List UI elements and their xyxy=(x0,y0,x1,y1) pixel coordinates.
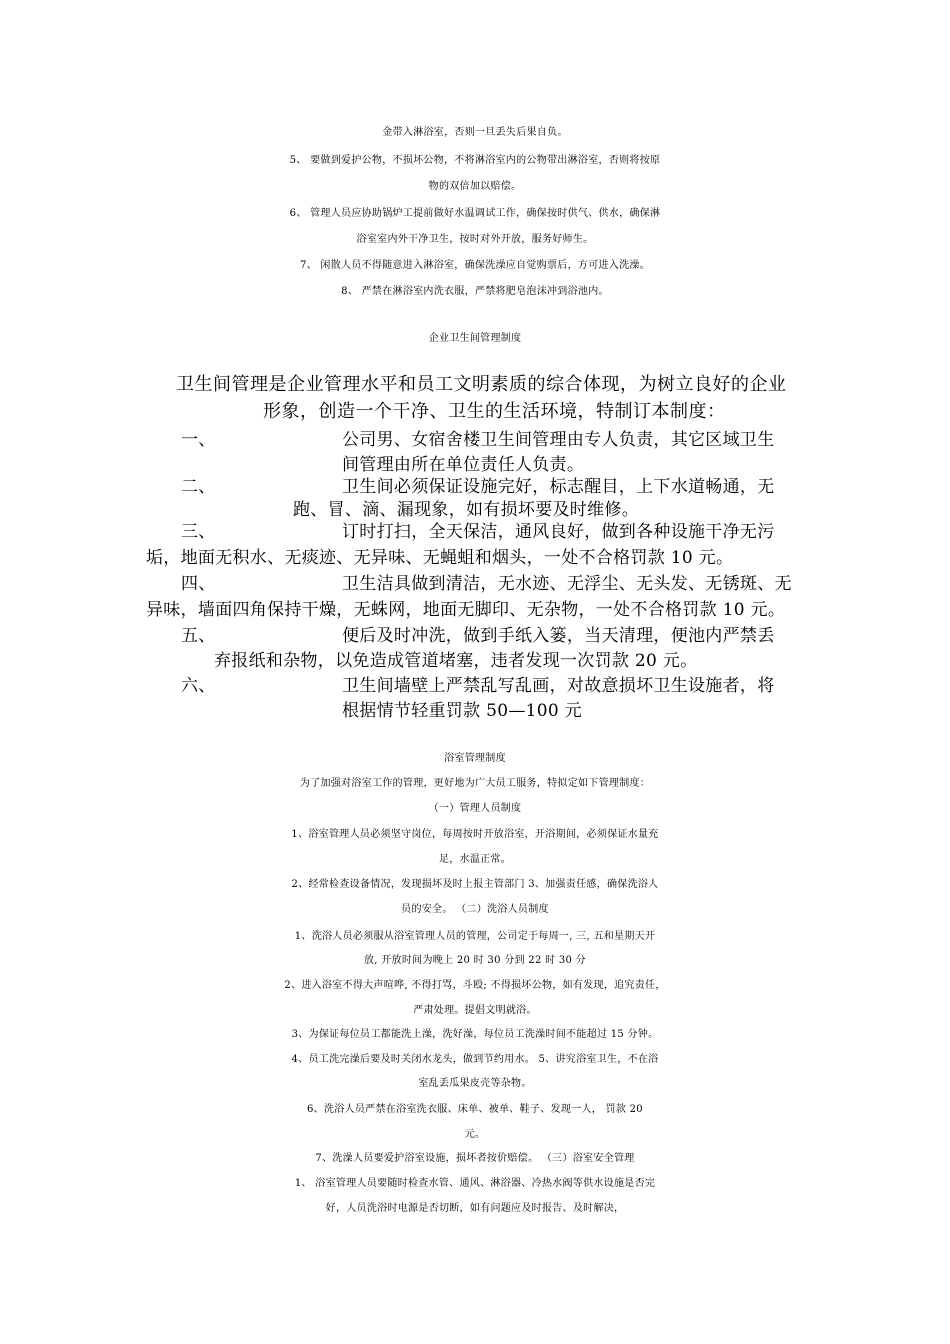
bath-line: 元。 xyxy=(464,1129,486,1140)
shower-rule-line: 6、 管理人员应协助锅炉工提前做好水温调试工作，确保按时供气、供水，确保淋 xyxy=(289,208,661,219)
item-number: 二、 xyxy=(181,477,216,497)
bath-line: 为了加强对浴室工作的管理，更好地为广大员工服务，特拟定如下管理制度： xyxy=(299,778,651,789)
bath-section-title: 浴室管理制度 xyxy=(444,753,506,764)
toilet-section-title: 企业卫生间管理制度 xyxy=(428,333,522,344)
item-text: 间管理由所在单位责任人负责。 xyxy=(342,455,585,475)
item-text: 卫生间必须保证设施完好，标志醒目，上下水道畅通，无 xyxy=(342,477,775,497)
item-text: 弃报纸和杂物，以免造成管道堵塞，违者发现一次罚款 20 元。 xyxy=(214,651,698,671)
bath-line: 1、浴室管理人员必须坚守岗位，每周按时开放浴室，开浴期间，必须保证水量充 xyxy=(291,829,659,840)
bath-line: 7、洗澡人员要爱护浴室设施，损坏者按价赔偿。 （三）浴室安全管理 xyxy=(315,1153,635,1164)
shower-rule-line: 物的双倍加以赔偿。 xyxy=(428,181,522,192)
item-text: 订时打扫，全天保洁，通风良好，做到各种设施干净无污 xyxy=(342,522,775,542)
bath-line: 2、进入浴室不得大声喧哗, 不得打骂，斗殴; 不得损坏公物，如有发现，追究责任， xyxy=(284,980,666,991)
bath-line: 足，水温正常。 xyxy=(438,854,512,865)
item-number: 五、 xyxy=(181,626,216,646)
item-text: 垢，地面无积水、无痰迹、无异味、无蝇蛆和烟头，一处不合格罚款 10 元。 xyxy=(146,548,734,568)
bath-line: 1、洗浴人员必须服从浴室管理人员的管理，公司定于每周一, 三, 五和星期天开 xyxy=(294,931,656,942)
toilet-intro-line: 形象，创造一个干净、卫生的生活环境，特制订本制度： xyxy=(263,401,726,422)
bath-line: 员的安全。 （二）洗浴人员制度 xyxy=(401,904,549,915)
item-text: 卫生间墙壁上严禁乱写乱画，对故意损坏卫生设施者，将 xyxy=(342,676,775,696)
toilet-intro-line: 卫生间管理是企业管理水平和员工文明素质的综合体现，为树立良好的企业 xyxy=(176,374,787,395)
bath-line: 严肃处理。提倡文明就浴。 xyxy=(413,1005,537,1016)
shower-rule-line: 8、 严禁在淋浴室内洗衣服，严禁将肥皂泡沫冲到浴池内。 xyxy=(341,286,609,297)
item-number: 三、 xyxy=(181,522,216,542)
shower-rule-line: 金带入淋浴室，否则一旦丢失后果自负。 xyxy=(382,127,568,138)
shower-rule-line: 浴室室内外干净卫生，按时对外开放，服务好师生。 xyxy=(356,234,594,245)
bath-subheading: （一）管理人员制度 xyxy=(428,803,522,814)
item-text: 根据情节轻重罚款 50—100 元 xyxy=(342,701,582,721)
item-text: 异味，墙面四角保持干燥，无蛛网，地面无脚印、无杂物，一处不合格罚款 10 元。 xyxy=(146,600,786,620)
item-number: 六、 xyxy=(181,676,216,696)
bath-line: 3、为保证每位员工都能洗上澡，洗好澡，每位员工洗澡时间不能超过 15 分钟。 xyxy=(291,1029,659,1040)
item-text: 公司男、女宿舍楼卫生间管理由专人负责，其它区域卫生 xyxy=(342,430,775,450)
item-number: 四、 xyxy=(181,574,216,594)
bath-line: 1、 浴室管理人员要随时检查水管、通风、淋浴器、冷热水阀等供水设施是否完 xyxy=(294,1178,656,1189)
bath-line: 6、洗浴人员严禁在浴室洗衣服、床单、被单、鞋子、发现一人， 罚款 20 xyxy=(307,1104,643,1115)
bath-line: 放, 开放时间为晚上 20 时 30 分到 22 时 30 分 xyxy=(364,955,586,966)
shower-rule-line: 7、 闲散人员不得随意进入淋浴室，确保洗澡应自觉购票后，方可进入洗澡。 xyxy=(299,260,651,271)
item-text: 便后及时冲洗，做到手纸入篓，当天清理，便池内严禁丢 xyxy=(342,626,775,646)
item-text: 跑、冒、滴、漏现象，如有损坏要及时维修。 xyxy=(293,500,639,520)
item-text: 卫生洁具做到清洁，无水迹、无浮尘、无头发、无锈斑、无 xyxy=(342,574,792,594)
shower-rule-line: 5、 要做到爱护公物，不损坏公物，不将淋浴室内的公物带出淋浴室，否则将按原 xyxy=(289,155,661,166)
bath-line: 好，人员洗浴时电源是否切断，如有问题应及时报告、及时解决， xyxy=(325,1203,625,1214)
bath-line: 2、经常检查设备情况，发现损坏及时上报主管部门 3、加强责任感，确保洗浴人 xyxy=(291,879,659,890)
bath-line: 4、员工洗完澡后要及时关闭水龙头，做到节约用水。 5、讲究浴室卫生，不在浴 xyxy=(291,1054,659,1065)
bath-line: 室乱丢瓜果皮壳等杂物。 xyxy=(418,1078,532,1089)
item-number: 一、 xyxy=(181,430,216,450)
